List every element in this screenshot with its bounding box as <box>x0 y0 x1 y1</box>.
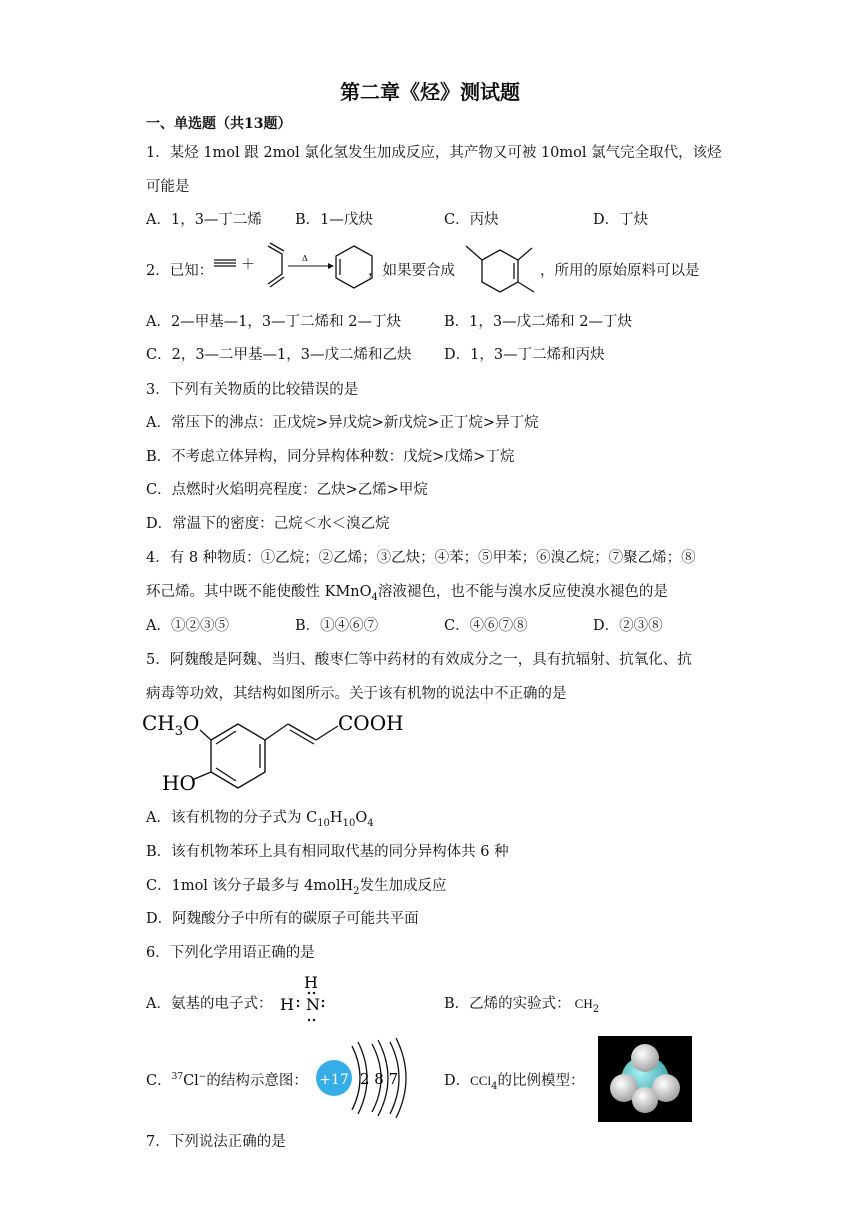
option-a[interactable]: A．2—甲基—1，3—丁二烯和 2—丁炔 <box>146 314 401 330</box>
option-d[interactable]: D．1，3—丁二烯和丙炔 <box>444 347 605 363</box>
carboxyl-label: COOH <box>338 711 404 735</box>
option-c[interactable]: C．1mol 该分子最多与 4molH$_2$发生加成反应 <box>146 878 447 897</box>
svg-text:H: H <box>280 995 294 1014</box>
chloride-ion-structure-diagram <box>312 1036 412 1124</box>
option-c[interactable]: C．点燃时火焰明亮程度：乙炔>乙烯>甲烷 <box>146 482 428 498</box>
option-b[interactable]: B．①④⑥⑦ <box>295 618 379 634</box>
option-a[interactable]: A．常压下的沸点：正戊烷>异戊烷>新戊烷>正丁烷>异丁烷 <box>146 415 539 431</box>
plus-sign: ＋ <box>241 257 255 273</box>
svg-text:+17: +17 <box>319 1072 349 1088</box>
page-title: 第二章《烃》测试题 <box>340 80 520 104</box>
option-c[interactable]: C．$^{37}$Cl−的结构示意图： <box>146 1072 308 1089</box>
diels-alder-reaction-diagram <box>212 238 392 296</box>
svg-text:N: N <box>306 995 320 1014</box>
option-c[interactable]: C．④⑥⑦⑧ <box>444 618 528 634</box>
option-d[interactable]: D．常温下的密度：己烷＜水＜溴乙烷 <box>146 516 390 532</box>
option-c[interactable]: C．丙炔 <box>444 212 499 228</box>
heat-symbol: Δ <box>302 254 308 263</box>
option-d[interactable]: D．阿魏酸分子中所有的碳原子可能共平面 <box>146 911 419 927</box>
question-stem: 病毒等功效，其结构如图所示。关于该有机物的说法中不正确的是 <box>146 686 567 702</box>
target-molecule-diagram <box>458 236 548 298</box>
option-b[interactable]: B．乙烯的实验式： $CH_2$ <box>444 996 600 1015</box>
amino-electron-formula <box>276 968 336 1032</box>
option-a[interactable]: A．氨基的电子式： <box>146 996 273 1012</box>
option-d[interactable]: D．CCl$_4$的比例模型： <box>444 1073 585 1092</box>
question-stem: 5．阿魏酸是阿魏、当归、酸枣仁等中药材的有效成分之一，具有抗辐射、抗氧化、抗 <box>146 652 692 668</box>
option-b[interactable]: B．1，3—戊二烯和 2—丁炔 <box>444 314 632 330</box>
option-b[interactable]: B．不考虑立体异构，同分异构体种数：戊烷>戊烯>丁烷 <box>146 449 515 465</box>
section-heading: 一、单选题（共13题） <box>146 116 292 132</box>
option-a[interactable]: A．1，3—丁二烯 <box>146 212 262 228</box>
question-stem: 7．下列说法正确的是 <box>146 1134 286 1150</box>
hydroxyl-label: HO <box>162 771 196 795</box>
option-d[interactable]: D．②③⑧ <box>593 618 663 634</box>
question-stem: 环己烯。其中既不能使酸性 KMnO$_4$溶液褪色，也不能与溴水反应使溴水褪色的是 <box>146 584 668 603</box>
svg-text:2 8 7: 2 8 7 <box>360 1070 399 1088</box>
question-stem: 4．有 8 种物质：①乙烷；②乙烯；③乙炔；④苯；⑤甲苯；⑥溴乙烷；⑦聚乙烯；⑧ <box>146 550 696 566</box>
option-a[interactable]: A．①②③⑤ <box>146 618 229 634</box>
option-b[interactable]: B．1—戊炔 <box>295 212 373 228</box>
question-stem: 1．某烃 1mol 跟 2mol 氯化氢发生加成反应，其产物又可被 10mol 氯气完全取代，该烃 <box>146 145 722 161</box>
option-b[interactable]: B．该有机物苯环上具有相同取代基的同分异构体共 6 种 <box>146 844 509 860</box>
option-a[interactable]: A．该有机物的分子式为 $C_{10}H_{10}O_4$ <box>146 810 374 829</box>
space-filling-model-image <box>598 1036 692 1122</box>
svg-text:H: H <box>304 973 318 992</box>
question-stem: 3．下列有关物质的比较错误的是 <box>146 382 359 398</box>
question-stem: 6．下列化学用语正确的是 <box>146 945 315 961</box>
ferulic-acid-structure <box>140 704 420 800</box>
question-stem: ，所用的原始原料可以是 <box>540 263 700 279</box>
methoxy-label: $CH_3O$ <box>142 711 200 739</box>
option-d[interactable]: D．丁炔 <box>593 212 649 228</box>
question-stem: 可能是 <box>146 179 190 195</box>
question-stem: ，如果要合成 <box>368 263 455 279</box>
option-c[interactable]: C．2，3—二甲基—1，3—戊二烯和乙炔 <box>146 347 412 363</box>
question-stem: 2．已知： <box>146 263 214 279</box>
